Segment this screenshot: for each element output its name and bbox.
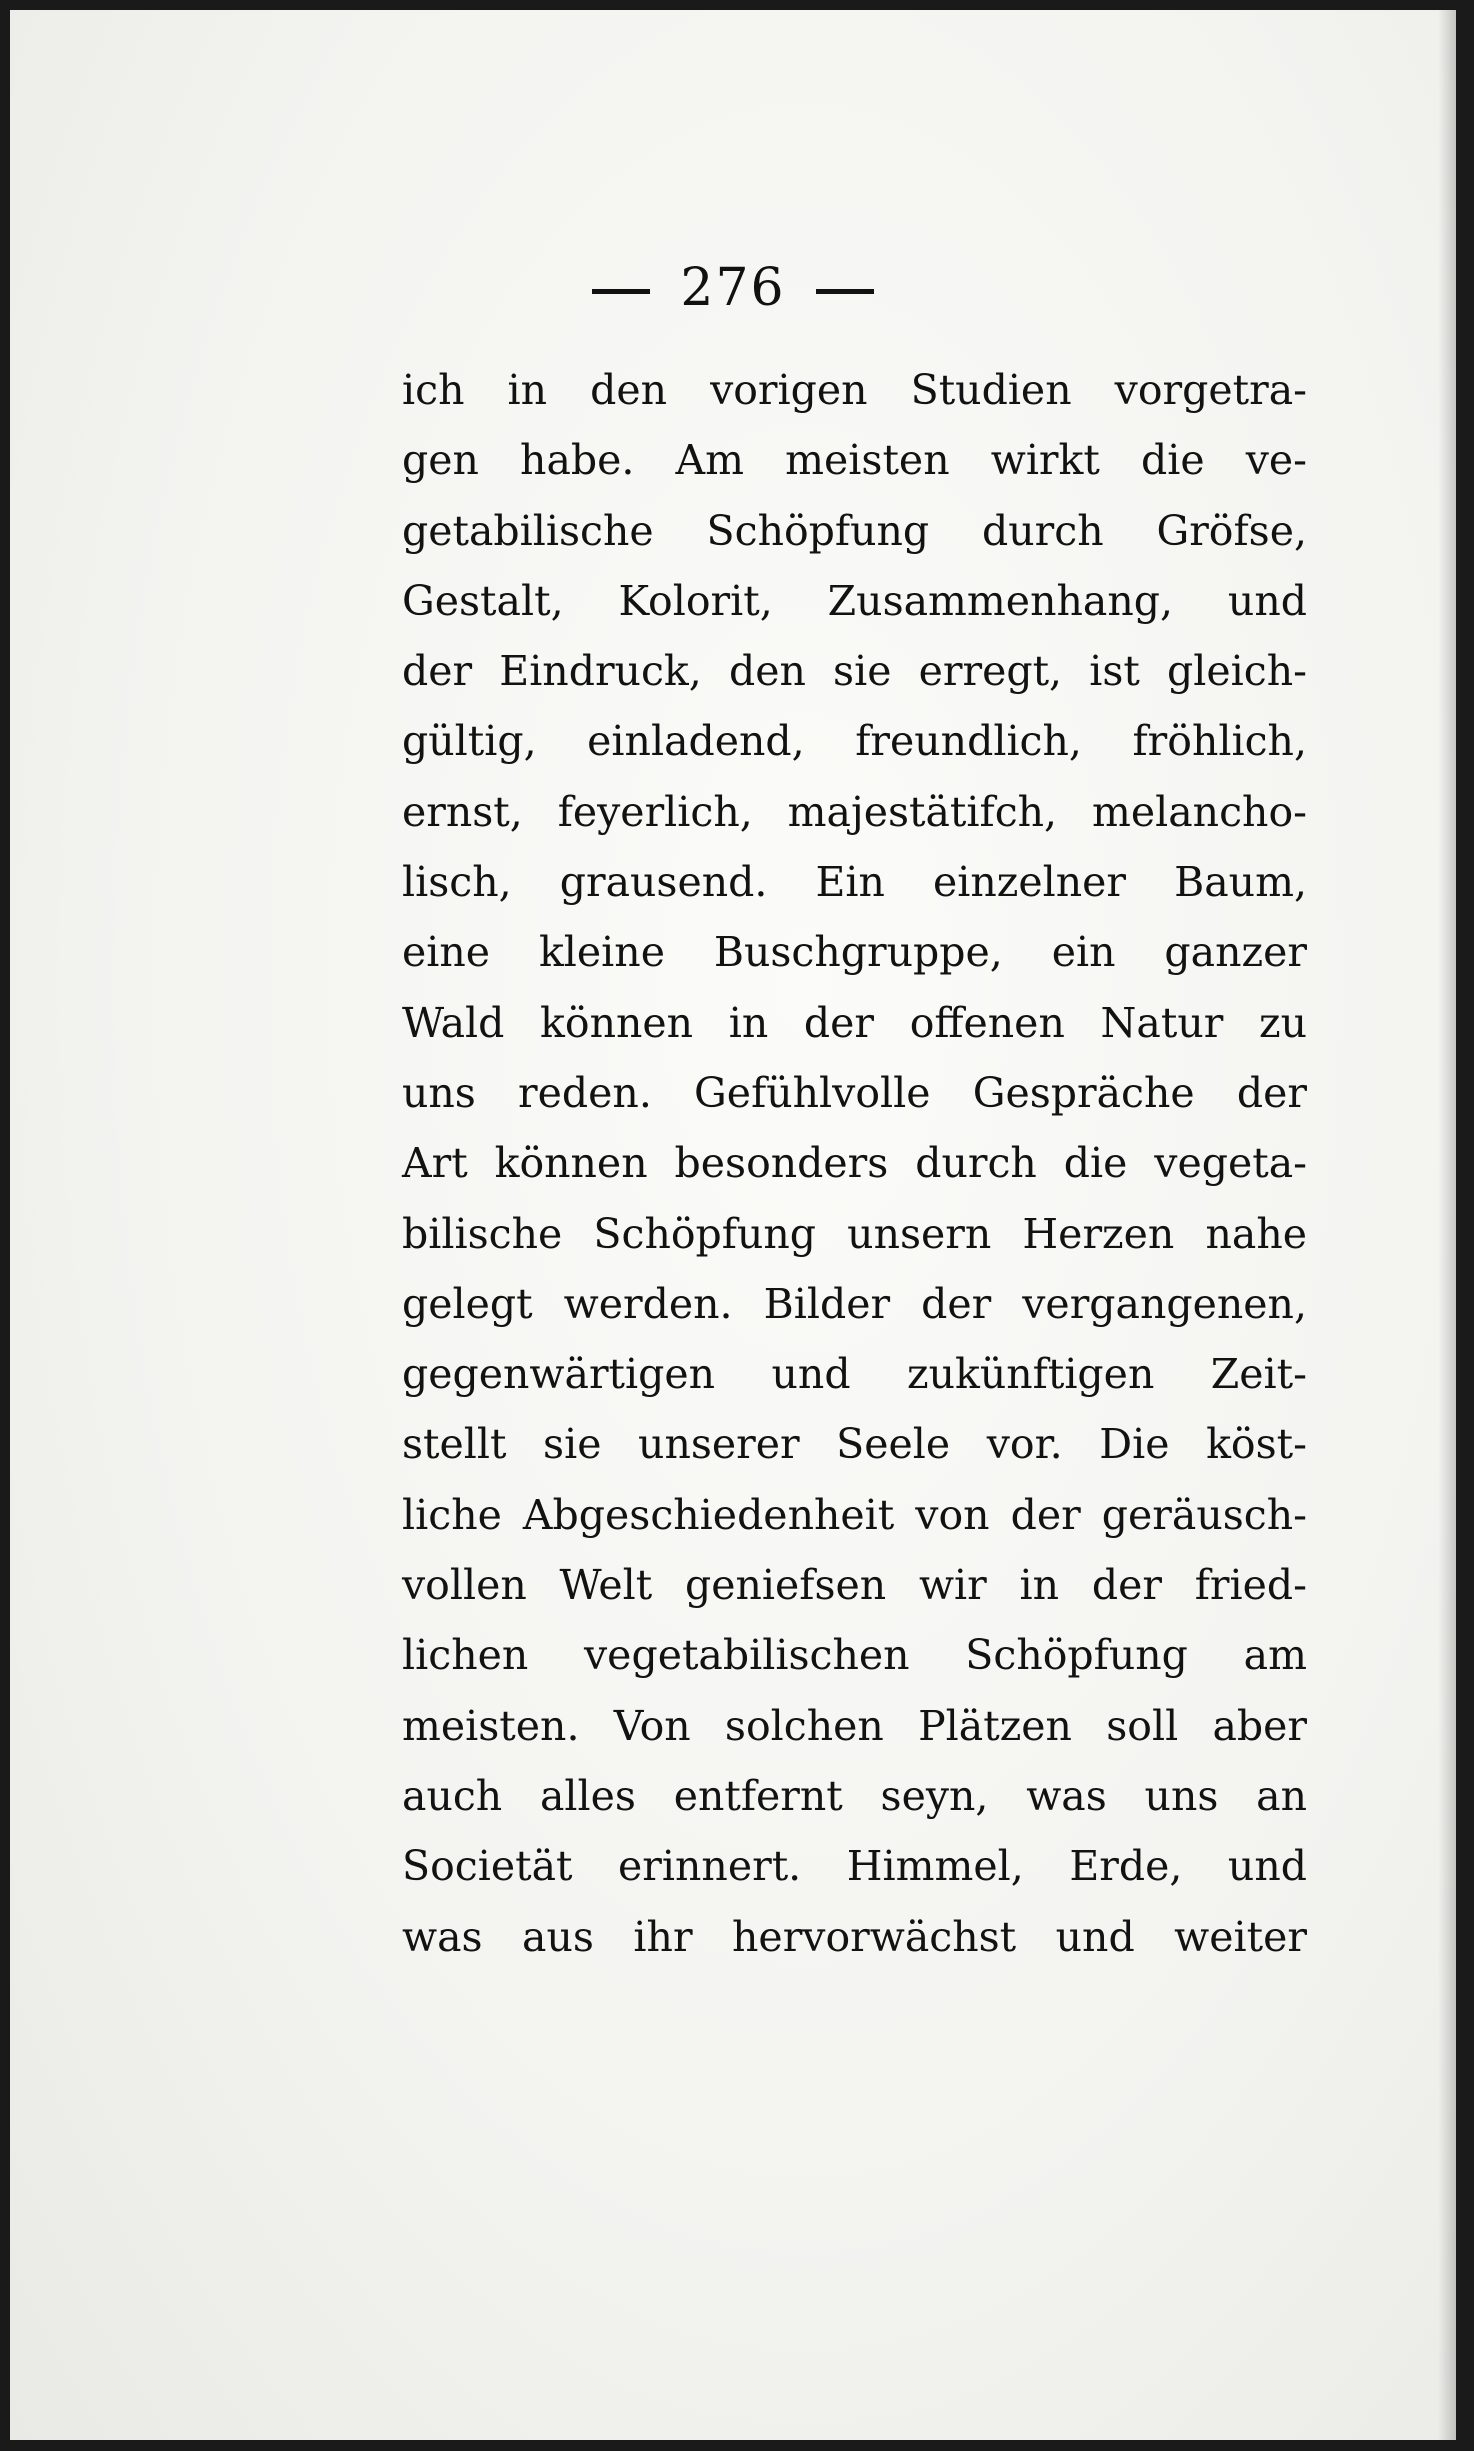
book-page bbox=[10, 10, 1456, 2440]
text-line: was aus ihr hervorwächst und weiter bbox=[402, 1912, 1307, 1961]
page-number: 276 bbox=[680, 258, 786, 318]
text-line: lisch, grausend. Ein einzelner Baum, bbox=[402, 858, 1307, 907]
text-line: gelegt werden. Bilder der vergangenen, bbox=[402, 1279, 1307, 1328]
page-header bbox=[10, 258, 1456, 318]
header-dash-left bbox=[592, 289, 650, 294]
text-line: getabilische Schöpfung durch Gröfse, bbox=[402, 506, 1307, 555]
text-line: meisten. Von solchen Plätzen soll aber bbox=[402, 1701, 1307, 1750]
text-line: gen habe. Am meisten wirkt die ve- bbox=[402, 436, 1307, 485]
text-line: gültig, einladend, freundlich, fröhlich, bbox=[402, 717, 1307, 766]
text-line: Art können besonders durch die vegeta- bbox=[402, 1139, 1307, 1188]
text-line: stellt sie unserer Seele vor. Die köst- bbox=[402, 1420, 1307, 1469]
text-line: eine kleine Buschgruppe, ein ganzer bbox=[402, 928, 1307, 977]
text-line: vollen Welt geniefsen wir in der fried- bbox=[402, 1561, 1307, 1610]
text-line: Gestalt, Kolorit, Zusammenhang, und bbox=[402, 576, 1307, 625]
text-line: gegenwärtigen und zukünftigen Zeit- bbox=[402, 1350, 1307, 1399]
text-line: lichen vegetabilischen Schöpfung am bbox=[402, 1631, 1307, 1680]
text-line: Societät erinnert. Himmel, Erde, und bbox=[402, 1842, 1307, 1891]
text-line: auch alles entfernt seyn, was uns an bbox=[402, 1771, 1307, 1820]
text-line: Wald können in der offenen Natur zu bbox=[402, 998, 1307, 1047]
header-dash-right bbox=[816, 289, 874, 294]
text-line: liche Abgeschiedenheit von der geräusch- bbox=[402, 1490, 1307, 1539]
text-line: ich in den vorigen Studien vorgetra- bbox=[402, 366, 1307, 414]
text-line: der Eindruck, den sie erregt, ist gleich- bbox=[402, 647, 1307, 696]
text-line: uns reden. Gefühlvolle Gespräche der bbox=[402, 1068, 1307, 1117]
text-line: bilische Schöpfung unsern Herzen nahe bbox=[402, 1209, 1307, 1258]
body-text bbox=[402, 355, 1307, 1972]
text-line: ernst, feyerlich, majestätifch, melancho- bbox=[402, 787, 1307, 836]
